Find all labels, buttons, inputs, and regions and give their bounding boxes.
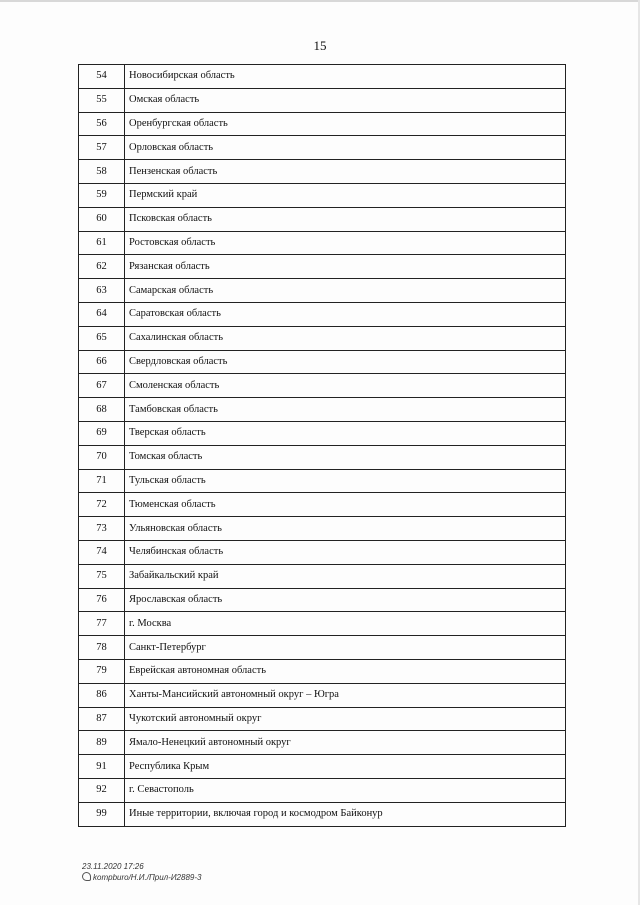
region-code-cell: 60 bbox=[79, 207, 125, 231]
region-code-cell: 67 bbox=[79, 374, 125, 398]
region-code-cell: 78 bbox=[79, 636, 125, 660]
region-code-cell: 68 bbox=[79, 398, 125, 422]
region-name-cell: Орловская область bbox=[125, 136, 566, 160]
table-row bbox=[79, 707, 566, 731]
region-code-cell: 79 bbox=[79, 659, 125, 683]
region-code-cell: 62 bbox=[79, 255, 125, 279]
region-code-cell: 58 bbox=[79, 160, 125, 184]
region-name-cell: Ямало-Ненецкий автономный округ bbox=[125, 731, 566, 755]
table-row bbox=[79, 755, 566, 779]
region-code-cell: 57 bbox=[79, 136, 125, 160]
region-code-cell: 70 bbox=[79, 445, 125, 469]
region-code-cell: 61 bbox=[79, 231, 125, 255]
region-name-cell: Еврейская автономная область bbox=[125, 659, 566, 683]
region-name-cell: Иные территории, включая город и космодром Байконур bbox=[125, 802, 566, 826]
region-code-cell: 77 bbox=[79, 612, 125, 636]
region-name-cell: Тверская область bbox=[125, 421, 566, 445]
table-row bbox=[79, 731, 566, 755]
table-row bbox=[79, 564, 566, 588]
region-name-cell: Ярославская область bbox=[125, 588, 566, 612]
region-name-cell: Чукотский автономный округ bbox=[125, 707, 566, 731]
region-name-cell: Смоленская область bbox=[125, 374, 566, 398]
region-name-cell: Омская область bbox=[125, 88, 566, 112]
region-name-cell: Оренбургская область bbox=[125, 112, 566, 136]
table-row bbox=[79, 588, 566, 612]
region-name-cell: Тюменская область bbox=[125, 493, 566, 517]
region-code-cell: 76 bbox=[79, 588, 125, 612]
region-name-cell: Челябинская область bbox=[125, 540, 566, 564]
region-code-cell: 75 bbox=[79, 564, 125, 588]
region-code-cell: 54 bbox=[79, 65, 125, 89]
table-row bbox=[79, 636, 566, 660]
region-name-cell: Ханты-Мансийский автономный округ – Югра bbox=[125, 683, 566, 707]
region-code-cell: 64 bbox=[79, 302, 125, 326]
table-row bbox=[79, 493, 566, 517]
region-name-cell: Тамбовская область bbox=[125, 398, 566, 422]
region-code-cell: 73 bbox=[79, 517, 125, 541]
region-code-cell: 66 bbox=[79, 350, 125, 374]
table-row bbox=[79, 207, 566, 231]
table-row bbox=[79, 302, 566, 326]
table-row bbox=[79, 445, 566, 469]
footer-timestamp: 23.11.2020 17:26 bbox=[82, 862, 144, 871]
table-row bbox=[79, 160, 566, 184]
region-name-cell: Санкт-Петербург bbox=[125, 636, 566, 660]
region-code-cell: 86 bbox=[79, 683, 125, 707]
region-code-cell: 63 bbox=[79, 279, 125, 303]
region-name-cell: Ульяновская область bbox=[125, 517, 566, 541]
footer-file-ref: kompburo/Н.И./Прил-И2889-3 bbox=[93, 873, 202, 882]
region-code-cell: 69 bbox=[79, 421, 125, 445]
region-name-cell: Пермский край bbox=[125, 183, 566, 207]
table-row bbox=[79, 350, 566, 374]
region-name-cell: г. Москва bbox=[125, 612, 566, 636]
table-row bbox=[79, 255, 566, 279]
table-row bbox=[79, 88, 566, 112]
region-code-cell: 59 bbox=[79, 183, 125, 207]
region-name-cell: Саратовская область bbox=[125, 302, 566, 326]
region-name-cell: Рязанская область bbox=[125, 255, 566, 279]
region-code-cell: 65 bbox=[79, 326, 125, 350]
region-name-cell: Томская область bbox=[125, 445, 566, 469]
table-row bbox=[79, 374, 566, 398]
region-name-cell: Свердловская область bbox=[125, 350, 566, 374]
footer-file-ref-line bbox=[82, 872, 201, 883]
footer bbox=[82, 862, 201, 883]
region-name-cell: Республика Крым bbox=[125, 755, 566, 779]
table-row bbox=[79, 540, 566, 564]
table-row bbox=[79, 65, 566, 89]
table-row bbox=[79, 612, 566, 636]
table-row bbox=[79, 112, 566, 136]
region-name-cell: Забайкальский край bbox=[125, 564, 566, 588]
region-name-cell: г. Севастополь bbox=[125, 778, 566, 802]
region-code-cell: 89 bbox=[79, 731, 125, 755]
region-name-cell: Новосибирская область bbox=[125, 65, 566, 89]
table-row bbox=[79, 136, 566, 160]
table-row bbox=[79, 778, 566, 802]
table-row bbox=[79, 802, 566, 826]
regions-table-body bbox=[79, 65, 566, 827]
region-name-cell: Ростовская область bbox=[125, 231, 566, 255]
table-row bbox=[79, 231, 566, 255]
region-code-cell: 92 bbox=[79, 778, 125, 802]
region-code-cell: 91 bbox=[79, 755, 125, 779]
table-row bbox=[79, 398, 566, 422]
regions-table bbox=[78, 64, 566, 827]
region-code-cell: 56 bbox=[79, 112, 125, 136]
table-row bbox=[79, 421, 566, 445]
region-code-cell: 72 bbox=[79, 493, 125, 517]
table-row bbox=[79, 517, 566, 541]
file-icon bbox=[82, 872, 91, 881]
page-number: 15 bbox=[313, 38, 327, 53]
table-row bbox=[79, 683, 566, 707]
table-row bbox=[79, 279, 566, 303]
region-name-cell: Сахалинская область bbox=[125, 326, 566, 350]
table-row bbox=[79, 183, 566, 207]
table-row bbox=[79, 326, 566, 350]
region-name-cell: Самарская область bbox=[125, 279, 566, 303]
table-row bbox=[79, 659, 566, 683]
region-name-cell: Тульская область bbox=[125, 469, 566, 493]
region-name-cell: Псковская область bbox=[125, 207, 566, 231]
region-name-cell: Пензенская область bbox=[125, 160, 566, 184]
region-code-cell: 74 bbox=[79, 540, 125, 564]
table-row bbox=[79, 469, 566, 493]
region-code-cell: 87 bbox=[79, 707, 125, 731]
region-code-cell: 99 bbox=[79, 802, 125, 826]
region-code-cell: 55 bbox=[79, 88, 125, 112]
scan-edge-top bbox=[0, 0, 640, 2]
region-code-cell: 71 bbox=[79, 469, 125, 493]
